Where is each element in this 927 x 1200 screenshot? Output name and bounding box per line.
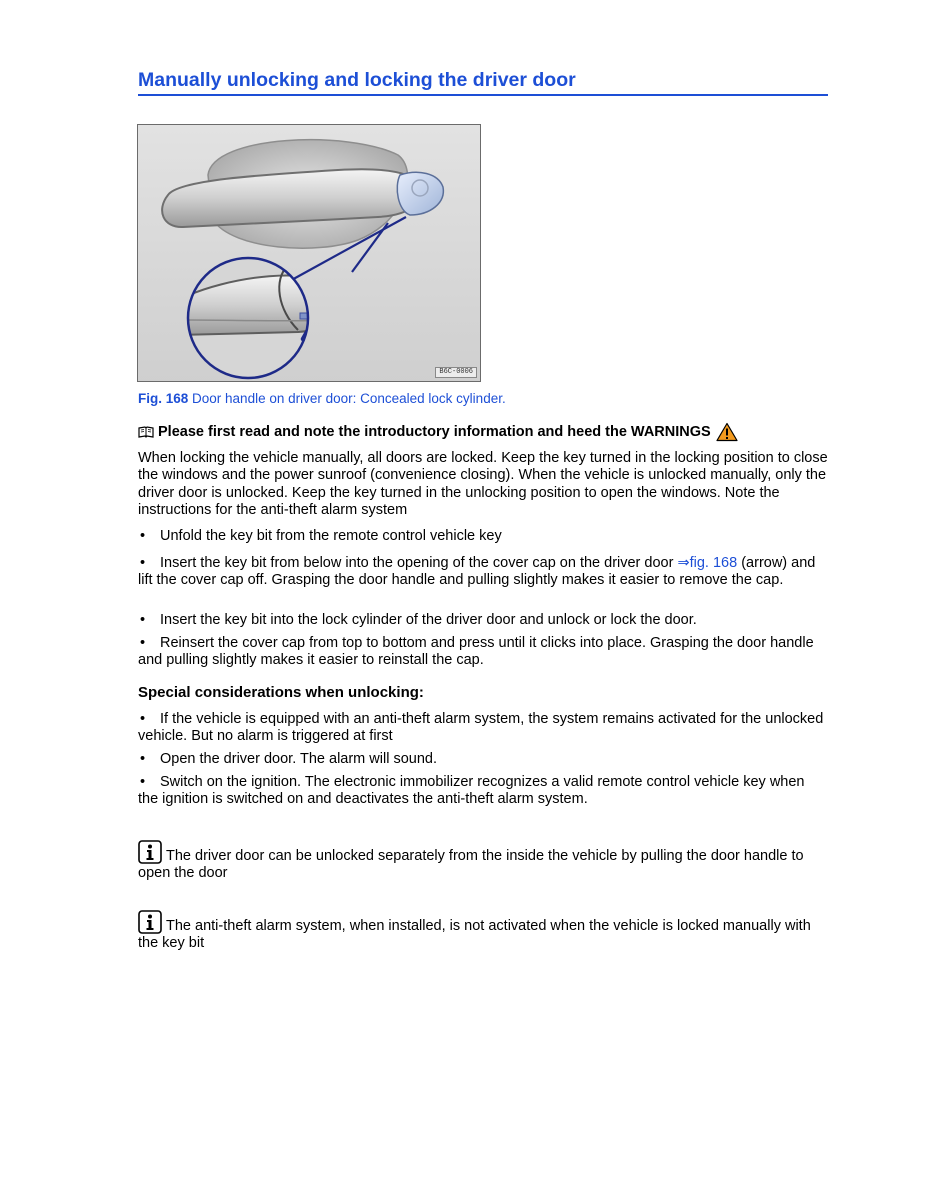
list-item: [138, 555, 828, 590]
bullet: •: [140, 711, 146, 727]
info-note: [138, 840, 828, 883]
special-1-text: If the vehicle is equipped with an anti-theft alarm system, the system remains activated for the unlocked vehicle. But no alarm is triggered at first: [138, 711, 824, 745]
figure-caption-label: Fig. 168: [138, 391, 189, 406]
bullet: •: [140, 612, 146, 628]
bullet: •: [140, 774, 146, 790]
bullet: •: [140, 528, 146, 544]
intro-note: [138, 421, 838, 443]
info-icon: [138, 910, 162, 934]
warning-triangle-icon[interactable]: [716, 422, 738, 442]
bullet: •: [140, 635, 146, 651]
special-2-text: Open the driver door. The alarm will sound.: [160, 751, 437, 767]
step-4-text: Reinsert the cover cap from top to bottom and press until it clicks into place. Grasping the door handle and pulling slightly makes it easier to reinstall the cap.: [138, 635, 814, 669]
step-2-text-end: (arrow) and lift the cover cap off. Grasping the door handle and pulling slightly makes it easier to remove the cap.: [138, 555, 816, 589]
info-note: [138, 910, 828, 953]
book-icon: [138, 426, 154, 438]
special-3-text: Switch on the ignition. The electronic immobilizer recognizes a valid remote control vehicle key when the ignition is switched on and deactivates the anti-theft alarm system.: [138, 774, 805, 808]
section-heading: Special considerations when unlocking:: [138, 684, 424, 701]
bullet: •: [140, 751, 146, 767]
list-item: [138, 751, 828, 768]
info-icon: [138, 840, 162, 864]
figure-caption: [138, 390, 506, 408]
figure-code: B6C-0006: [435, 367, 477, 378]
figure-reference-link[interactable]: ⇒fig. 168: [677, 555, 738, 571]
intro-note-text: Please first read and note the introductory information and heed the WARNINGS: [158, 424, 711, 440]
intro-paragraph: When locking the vehicle manually, all doors are locked. Keep the key turned in the locking position to close the windows and the power sunroof (convenience closing). When the vehicle is unlocked manually, only the driver door is unlocked. Keep the key turned in the unlocking position to open the windows. Note the instructions for the anti-theft alarm system: [138, 450, 828, 518]
list-item: [138, 635, 828, 670]
info-note-2-text: The anti-theft alarm system, when installed, is not activated when the vehicle is locked manually with the key bit: [138, 918, 811, 952]
list-item: [138, 774, 828, 809]
step-3-text: Insert the key bit into the lock cylinder of the driver door and unlock or lock the door.: [160, 612, 697, 628]
bullet: •: [140, 555, 146, 571]
page-title: Manually unlocking and locking the driver door: [138, 68, 828, 96]
info-note-1-text: The driver door can be unlocked separately from the inside the vehicle by pulling the door handle to open the door: [138, 848, 804, 882]
list-item: [138, 612, 828, 629]
step-1-text: Unfold the key bit from the remote control vehicle key: [160, 528, 502, 544]
list-item: [138, 711, 828, 746]
figure-door-handle: [137, 124, 481, 382]
step-2-text: Insert the key bit from below into the opening of the cover cap on the driver door: [160, 555, 678, 571]
figure-caption-text: Door handle on driver door: Concealed lock cylinder.: [188, 391, 506, 406]
door-handle-illustration: [138, 125, 481, 382]
list-item: [138, 528, 828, 545]
